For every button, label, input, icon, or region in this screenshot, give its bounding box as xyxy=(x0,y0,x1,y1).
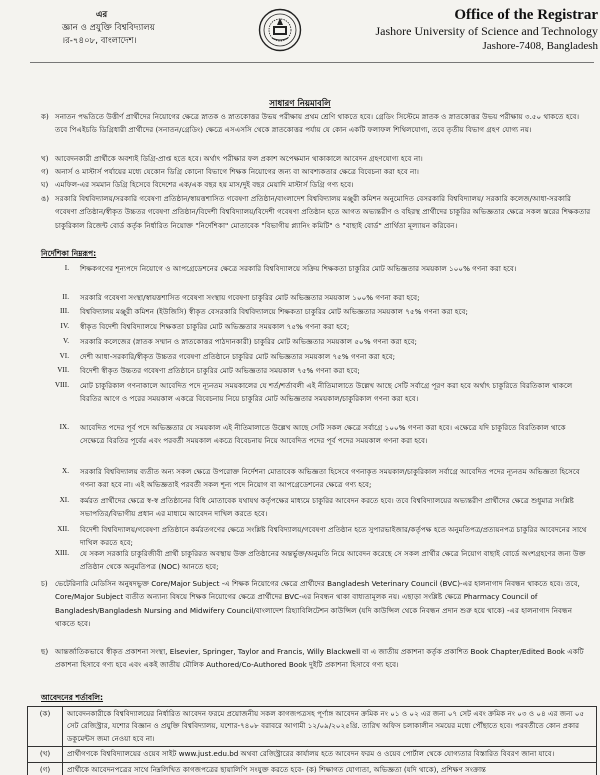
term-key: (খ) xyxy=(28,747,63,762)
header-bangla-university: জ্ঞান ও প্রযুক্তি বিশ্ববিদ্যালয় xyxy=(62,23,155,33)
para-marker: গ) xyxy=(41,167,49,176)
item-number: X. xyxy=(62,467,69,475)
item-number: VIII. xyxy=(54,381,69,389)
term-text: প্রার্থীগণকে বিশ্ববিদ্যালয়ের ওয়েব সাইট www.just.edu.bd অথবা রেজিস্ট্রারের কার্যালয় হতে আবেদন ফরম ও ওয়েব পোর্টাল থেকে যোগ্যতার বিস্তারিত বিবরণ জানা যাবে। xyxy=(63,747,597,762)
item-text: সরকারি কলেজের (স্নাতক সম্মান ও স্নাতকোত্তর পাঠদানকারী) চাকুরির মোট অভিজ্ঞতার সময়কাল ৫০% গণনা করা হবে; xyxy=(80,337,417,346)
terms-table xyxy=(27,706,597,775)
para-marker: ঘ) xyxy=(41,180,49,189)
item-text: মোট চাকুরিকাল গণনাকালে আবেদিত পদে ন্যূনতম সময়কালের যে শর্ত/শর্তাবলী এই নীতিমালাতে উল্লেখ আছে সেটি সর্বাগ্রে পূরণ করা হবে অর্থাৎ চাকুরিতে বিরতিকাল থাকলে বিরতির আগে ও পরের সময়কাল একত্রে বিবেচনায় নিয়ে চাকুরির মোট অভিজ্ঞতার সময়কাল/চাকুরিকাল গণনা করা হবে। xyxy=(80,381,573,404)
para-text: আবেদনকারী প্রার্থীকে অবশ্যই ডিগ্রি-প্রাপ্ত হতে হবে। অর্থাৎ পরীক্ষার ফল প্রকাশ অপেক্ষমান থাকাকালে আবেদন গ্রহণযোগ্য হবে না। xyxy=(55,154,423,163)
item-number: XII. xyxy=(57,525,69,533)
para-marker: ক) xyxy=(41,112,49,121)
item-text: কর্মরত প্রার্থীদের ক্ষেত্রে স্ব-স্ব প্রতিষ্ঠানের বিধি মোতাবেক যথাযথ কর্তৃপক্ষের মাধ্যমে চাকুরির আবেদন করতে হবে। তবে বিশ্ববিদ্যালয়ের অভ্যন্তরীণ প্রার্থীদের ক্ষেত্রে শুধুমাত্র সংশ্লিষ্ট সভাপতির/বিভাগীয় প্রধান এর মাধ্যমে আবেদন দাখিল করতে হবে। xyxy=(80,496,574,519)
item-text: সরকারি বিশ্ববিদ্যালয় ব্যতীত অন্য সকল ক্ষেত্রে উপরোক্ত নির্দেশনা মোতাবেক অভিজ্ঞতা হিসেবে গণনাকৃত সময়কাল/চাকুরিকাল সর্বাগ্রে আবেদিত পদের ন্যূনতম অভিজ্ঞতা হিসেবে গণনা করা হবে না। এই অভিজ্ঞতাই পরবর্তী সকল শূন্য পদে নিয়োগ বা আপগ্রেডেশনের ক্ষেত্রে গণ্য হবে; xyxy=(80,467,580,490)
university-name: Jashore University of Science and Technology xyxy=(375,24,598,38)
item-text: সরকারি গবেষণা সংস্থা/স্বায়ত্তশাসিত গবেষণা সংস্থায় গবেষণা চাকুরির মোট অভিজ্ঞতার সময়কাল ১০০% গণনা করা হবে; xyxy=(80,293,420,302)
item-number: XI. xyxy=(59,496,69,504)
terms-heading: আবেদনের শর্তাবলি: xyxy=(41,693,104,702)
para-marker: খ) xyxy=(41,154,49,163)
table-row xyxy=(28,747,597,762)
guideline-heading: নির্দেশিকা নিম্নরূপ: xyxy=(41,249,97,258)
item-number: II. xyxy=(62,293,69,301)
item-number: I. xyxy=(64,264,69,272)
item-number: XIII. xyxy=(54,549,69,557)
item-text: স্বীকৃত বিদেশী বিশ্ববিদ্যালয়ে শিক্ষকতা চাকুরির মোট অভিজ্ঞতার সময়কাল ৭৫% গণনা করা হবে; xyxy=(80,322,350,331)
para-text: এমফিল-এর সমমান ডিগ্রি হিসেবে বিদেশের এক/এক বছর হয় মাস/দুই বছর মেয়াদি মাস্টার্স ডিগ্রি গণ্য হবে। xyxy=(55,180,354,189)
table-row xyxy=(28,707,597,747)
para-marker: ঙ) xyxy=(41,194,50,203)
para-marker: চ) xyxy=(41,579,48,588)
term-text: প্রার্থীকে আবেদনপত্রের সাথে নিম্নলিখিত কাগজপত্রের ছায়ালিপি সংযুক্ত করতে হবে- (ক) শিক্ষাগত যোগ্যতা, অভিজ্ঞতা (যদি থাকে), প্রশিক্ষণ সংক্রান্ত xyxy=(63,762,597,775)
para-text: ভেটেরিনারি মেডিসিন অনুষদভুক্ত Core/Major Subject -এ শিক্ষক নিয়োগের ক্ষেত্রে প্রার্থীদের Bangladesh Veterinary Council (BVC)-এর হালনাগাদ নিবন্ধন থাকতে হবে। তবে, Core/Major Subject ব্যতীত অন্যান্য বিষয়ে শিক্ষক নিয়োগের ক্ষেত্রে প্রার্থীদের BVC-এর নিবন্ধন থাকা বাধ্যতামূলক নয়। এছাড়া সংশ্লিষ্ট ক্ষেত্রে Pharmacy Council of Bangladesh/Bangladesh Nursing and Midwifery Council/বাংলাদেশ রিহ্যাবিলিটেশন কাউন্সিল (যদি কাউন্সিল থেকে নিবন্ধন প্রদান শুরু হয়ে থাকে) -এর হালনাগাদ নিবন্ধন থাকতে হবে। xyxy=(55,579,580,629)
term-key: (ক) xyxy=(28,707,63,747)
para-marker: ছ) xyxy=(41,647,49,656)
para-text: আন্তর্জাতিকভাবে স্বীকৃত প্রকাশনা সংস্থা, Elsevier, Springer, Taylor and Francis, Willy Blackwell বা এ জাতীয় প্রকাশনা কর্তৃক প্রকাশিত Book Chapter/Edited Book একটি প্রকাশনা হিসাবে গণ্য হবে এবং একই জাতীয় মৌলিক Authored/Co-Authored Book দুইটি প্রকাশনা হিসাবে গণ্য হবে। xyxy=(55,647,584,670)
table-row xyxy=(28,762,597,775)
item-text: আবেদিত পদের পূর্ব পদে অভিজ্ঞতার যে সময়কাল এই নীতিমালাতে উল্লেখ আছে সেটি সকল ক্ষেত্রে সর্বাগ্রে ১০০% গণনা করা হবে। এক্ষেত্রে যদি চাকুরিতে বিরতিকাল থাকে সেক্ষেত্রে বিরতির পূর্বের এবং পরবর্তী সময়কাল একত্রে বিবেচনায় নিয়ে আবেদিত পদের পূর্ব পদের সময়কাল গণনা করা হবে। xyxy=(80,423,566,446)
para-text: অনার্স ও মাস্টার্স পর্যায়ের মধ্যে যেকোন ডিগ্রি কোনো বিভাগে শিক্ষক নিয়োগের জন্য বা আবশ্যকতার ক্ষেত্রে বিবেচনা করা হবে না। xyxy=(55,167,419,176)
item-text: দেশী আধা-সরকারি/স্বীকৃত উচ্চতর গবেষণা প্রতিষ্ঠানে চাকুরির মোট অভিজ্ঞতার সময়কাল ৭৫% গণনা করা হবে; xyxy=(80,352,396,361)
header-bangla-address: ।র-৭৪০৮, বাংলাদেশ। xyxy=(62,36,137,46)
item-number: VII. xyxy=(57,366,69,374)
item-number: V. xyxy=(62,337,69,345)
item-number: VI. xyxy=(59,352,69,360)
item-text: শিক্ষকগণের শূন্যপদে নিয়োগে ও আপগ্রেডেশনের ক্ষেত্রে সরকারি বিশ্ববিদ্যালয়ে সক্রিয় শিক্ষকতা চাকুরির মোট অভিজ্ঞতার সময়কাল ১০০% গণনা করা হবে। xyxy=(80,264,517,273)
header-divider xyxy=(30,62,594,63)
document-title: সাধারণ নিয়মাবলি xyxy=(269,99,331,109)
header-bangla-line1: এর xyxy=(96,10,108,20)
term-key: (গ) xyxy=(28,762,63,775)
header-english xyxy=(330,6,598,53)
item-number: IX. xyxy=(59,423,69,431)
item-text: যে সকল সরকারি চাকুরিজীবী প্রার্থী চাকুরিরত অবস্থায় উক্ত প্রতিষ্ঠানের অন্তর্ভুক্ত/অনুমতি নিয়ে আবেদন করেছে সে সকল প্রার্থীর ক্ষেত্রে নিয়োগ বাছাই বোর্ডে অংশগ্রহণের জন্য উক্ত প্রতিষ্ঠান থেকে অনুমতিপত্র (NOC) আনতে হবে; xyxy=(80,549,586,572)
university-city: Jashore-7408, Bangladesh xyxy=(482,40,598,52)
item-text: বিদেশী স্বীকৃত উচ্চতর গবেষণা প্রতিষ্ঠানে চাকুরির মোট অভিজ্ঞতার সময়কাল ৭৫% গণনা করা হবে; xyxy=(80,366,360,375)
item-text: বিশ্ববিদ্যালয় মঞ্জুরী কমিশন (ইউজিসি) স্বীকৃত বেসরকারি বিশ্ববিদ্যালয়ে শিক্ষকতা চাকুরির মোট অভিজ্ঞতার সময়কাল ৭৫% গণনা করা হবে; xyxy=(80,307,468,316)
para-text: সনাতন পদ্ধতিতে উত্তীর্ণ প্রার্থীদের নিয়োগের ক্ষেত্রে স্নাতক ও স্নাতকোত্তর উভয় পরীক্ষায় প্রথম শ্রেণি থাকতে হবে। গ্রেডিং সিস্টেমে স্নাতক ও স্নাতকোত্তর উভয় পরীক্ষায় ৩.৫০ থাকতে হবে। তবে পিএইচডি ডিগ্রিধারী প্রার্থীদের (সনাতন/গ্রেডিং) ক্ষেত্রে এসএসসি থেকে স্নাতকোত্তর পর্যায় যে কোন একটি ফলাফল শিথিলযোগ্য, তবে তৃতীয় বিভাগ গ্রহণ যোগ্য নয়। xyxy=(55,112,580,135)
university-seal-icon xyxy=(258,8,302,52)
item-number: III. xyxy=(60,307,69,315)
header-bangla xyxy=(62,9,242,48)
item-text: বিদেশী বিশ্ববিদ্যালয়/গবেষণা প্রতিষ্ঠানে কর্মরতগণের ক্ষেত্রে সংশ্লিষ্ট বিশ্ববিদ্যালয়/গবেষণা প্রতিষ্ঠান হতে সুপারভাইজার/কর্তৃপক্ষ হতে অনুমতিপত্র/প্রত্যয়নপত্র চাকুরির আবেদনের সাথে দাখিল করতে হবে; xyxy=(80,525,587,548)
term-text: আবেদনকারীকে বিশ্ববিদ্যালয়ের নির্ধারিত আবেদন ফরমে প্রয়োজনীয় সকল কাগজপত্রসহ পূর্ণাঙ্গ আবেদন ক্রমিক নং ০১ ও ০২ এর জন্য ০৭ সেট এবং ক্রমিক নং ০৩ ও ০৪ এর জন্য ০৫ সেট রেজিস্ট্রার, যশোর বিজ্ঞান ও প্রযুক্তি বিশ্ববিদ্যালয়, যশোর-৭৪০৮ বরাবরে আগামী ১২/০৯/২০২৫খ্রি. তারিখ অফিস চলাকালীন সময়ের মধ্যে পৌঁছাতে হবে। পরবর্তীতে কোন প্রকার ডকুমেন্টস জমা নেওয়া হবে না। xyxy=(63,707,597,747)
item-number: IV. xyxy=(60,322,69,330)
para-text: সরকারি বিশ্ববিদ্যালয়/সরকারি গবেষণা প্রতিষ্ঠান/স্বায়ত্তশাসিত গবেষণা প্রতিষ্ঠান/বাংলাদেশ বিশ্ববিদ্যালয় মঞ্জুরী কমিশন অনুমোদিত বেসরকারি বিশ্ববিদ্যালয়/ সরকারি কলেজ/আধা-সরকারি গবেষণা প্রতিষ্ঠান/স্বীকৃত উচ্চতর গবেষণা প্রতিষ্ঠান/বিদেশী বিশ্ববিদ্যালয়/বিদেশী গবেষণা প্রতিষ্ঠান হতে আগত অভ্যন্তরীণ ও বহিরস্থ প্রার্থীদের চাকুরির অভিজ্ঞতার ক্ষেত্রে সকল স্তরের শিক্ষকতার চাকুরিকাল রিজেন্ট বোর্ড কর্তৃক নির্ধারিত নিয়োক্ত "নির্দেশিকা" মোতাবেক "বিভাগীয় প্ল্যানিং কমিটি" ও "বাছাই বোর্ড" প্রার্থিতা মূল্যায়ন করিবেন। xyxy=(55,194,591,230)
office-title: Office of the Registrar xyxy=(454,7,598,23)
